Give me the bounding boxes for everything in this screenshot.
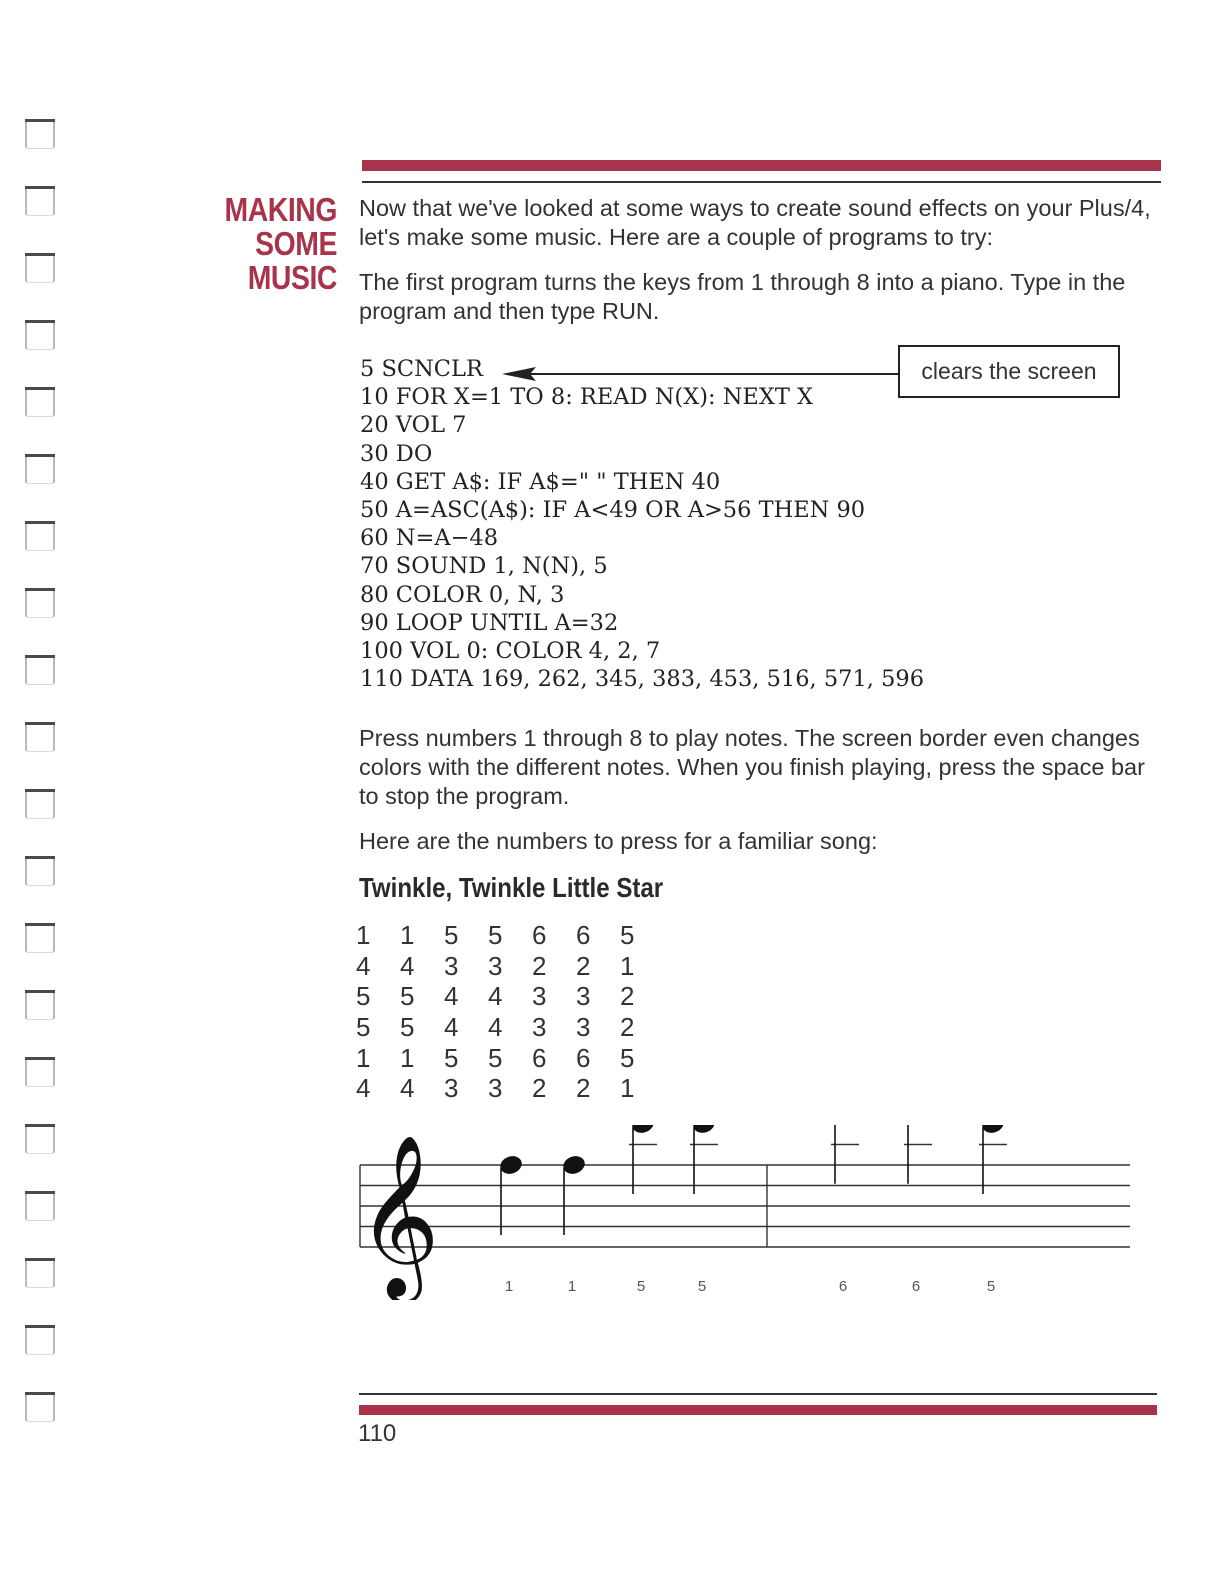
song-cell: 2 (576, 1073, 591, 1104)
song-cell: 1 (400, 920, 415, 950)
bottom-accent-rule (359, 1405, 1157, 1415)
music-staff (355, 1125, 1135, 1300)
treble-clef-icon: 𝄞 (357, 1134, 440, 1297)
top-accent-rule (362, 160, 1161, 171)
song-cell: 4 (356, 1073, 371, 1104)
heading-line-2: SOME (255, 225, 337, 262)
code-line: 110 DATA 169, 262, 345, 383, 453, 516, 571, 596 (360, 666, 925, 693)
song-cell: 5 (620, 920, 635, 950)
song-cell: 5 (400, 981, 415, 1012)
song-row (356, 981, 664, 1012)
song-cell: 3 (532, 1012, 547, 1043)
binding-ring (22, 1316, 56, 1356)
song-cell: 1 (620, 1073, 635, 1104)
song-cell: 5 (356, 981, 371, 1012)
binding-ring (22, 177, 56, 217)
song-cell: 5 (444, 920, 459, 950)
binding-ring (22, 1048, 56, 1088)
note-key-label: 5 (636, 1278, 646, 1295)
binding-ring (22, 1182, 56, 1222)
song-cell: 2 (532, 950, 547, 981)
code-line: 70 SOUND 1, N(N), 5 (360, 553, 608, 580)
callout-arrow-icon (500, 360, 900, 384)
song-cell: 6 (576, 920, 591, 950)
song-cell: 6 (532, 1042, 547, 1073)
code-line: 100 VOL 0: COLOR 4, 2, 7 (360, 638, 661, 665)
song-cell: 6 (576, 1042, 591, 1073)
binding-ring (22, 847, 56, 887)
song-cell: 4 (488, 1012, 503, 1043)
heading-line-3: MUSIC (247, 259, 337, 296)
song-cell: 4 (488, 981, 503, 1012)
code-line: 30 DO (360, 440, 433, 467)
song-row (356, 1012, 664, 1043)
song-cell: 3 (488, 1073, 503, 1104)
intro-paragraph-2: The first program turns the keys from 1 through 8 into a piano. Type in the program and then type RUN. (359, 269, 1126, 324)
program-listing (360, 355, 924, 693)
song-cell: 4 (400, 1073, 415, 1104)
song-row (356, 1043, 664, 1074)
note-key-label: 6 (838, 1278, 848, 1295)
song-cell: 5 (356, 1012, 371, 1043)
song-cell: 2 (532, 1073, 547, 1104)
heading-line-1: MAKING (224, 191, 337, 228)
binding-ring (22, 311, 56, 351)
song-cell: 4 (444, 1012, 459, 1043)
binding-ring (22, 981, 56, 1021)
section-heading (211, 193, 337, 295)
song-cell: 3 (532, 981, 547, 1012)
song-cell: 5 (444, 1042, 459, 1073)
song-cell: 3 (488, 950, 503, 981)
song-cell: 1 (400, 1042, 415, 1073)
song-cell: 3 (576, 981, 591, 1012)
note-key-label: 1 (504, 1278, 514, 1295)
song-cell: 3 (576, 1012, 591, 1043)
bottom-thin-rule (359, 1393, 1157, 1395)
intro-paragraph-1: Now that we've looked at some ways to create sound effects on your Plus/4, let's make some music. Here are a couple of programs to try: (359, 195, 1151, 250)
code-line: 90 LOOP UNTIL A=32 (360, 609, 619, 636)
song-cell: 4 (356, 950, 371, 981)
binding-ring (22, 110, 56, 150)
spiral-binding (22, 110, 62, 1450)
page-number: 110 (358, 1420, 397, 1447)
code-line: 80 COLOR 0, N, 3 (360, 581, 565, 608)
song-cell: 1 (620, 950, 635, 981)
note-key-label: 5 (986, 1278, 996, 1295)
song-row (356, 1073, 664, 1104)
binding-ring (22, 445, 56, 485)
note-key-label: 5 (697, 1278, 707, 1295)
song-row (356, 920, 664, 951)
binding-ring (22, 378, 56, 418)
code-line: 60 N=A−48 (360, 525, 499, 552)
binding-ring (22, 1249, 56, 1289)
song-cell: 2 (620, 1012, 635, 1043)
song-row (356, 951, 664, 982)
code-line: 50 A=ASC(A$): IF A<49 OR A>56 THEN 90 (360, 497, 866, 524)
song-cell: 5 (488, 1042, 503, 1073)
binding-ring (22, 512, 56, 552)
note-key-label: 1 (567, 1278, 577, 1295)
binding-ring (22, 713, 56, 753)
song-cell: 1 (356, 1042, 371, 1073)
code-line: 20 VOL 7 (360, 412, 467, 439)
song-cell: 2 (576, 950, 591, 981)
top-thin-rule (362, 181, 1161, 183)
song-cell: 4 (400, 950, 415, 981)
instructions-paragraph: Press numbers 1 through 8 to play notes. The screen border even changes colors with the different notes. When you finish playing, press the space bar to stop the program. (359, 725, 1145, 809)
binding-ring (22, 1115, 56, 1155)
song-cell: 5 (620, 1042, 635, 1073)
binding-ring (22, 914, 56, 954)
song-cell: 3 (444, 1073, 459, 1104)
binding-ring (22, 780, 56, 820)
binding-ring (22, 244, 56, 284)
code-line: 40 GET A$: IF A$=" " THEN 40 (360, 468, 721, 495)
song-intro-paragraph: Here are the numbers to press for a familiar song: (359, 828, 878, 854)
song-cell: 5 (488, 920, 503, 950)
song-cell: 3 (444, 950, 459, 981)
song-cell: 2 (620, 981, 635, 1012)
song-cell: 5 (400, 1012, 415, 1043)
song-title: Twinkle, Twinkle Little Star (359, 872, 664, 903)
binding-ring (22, 1383, 56, 1423)
binding-ring (22, 579, 56, 619)
code-line: 5 SCNCLR (360, 356, 483, 382)
code-line: 10 FOR X=1 TO 8: READ N(X): NEXT X (360, 384, 814, 411)
binding-ring (22, 646, 56, 686)
note-key-label: 6 (911, 1278, 921, 1295)
callout-box: clears the screen (898, 345, 1120, 398)
song-number-grid (356, 920, 664, 1104)
song-cell: 6 (532, 920, 547, 950)
song-cell: 1 (356, 920, 371, 950)
song-cell: 4 (444, 981, 459, 1012)
